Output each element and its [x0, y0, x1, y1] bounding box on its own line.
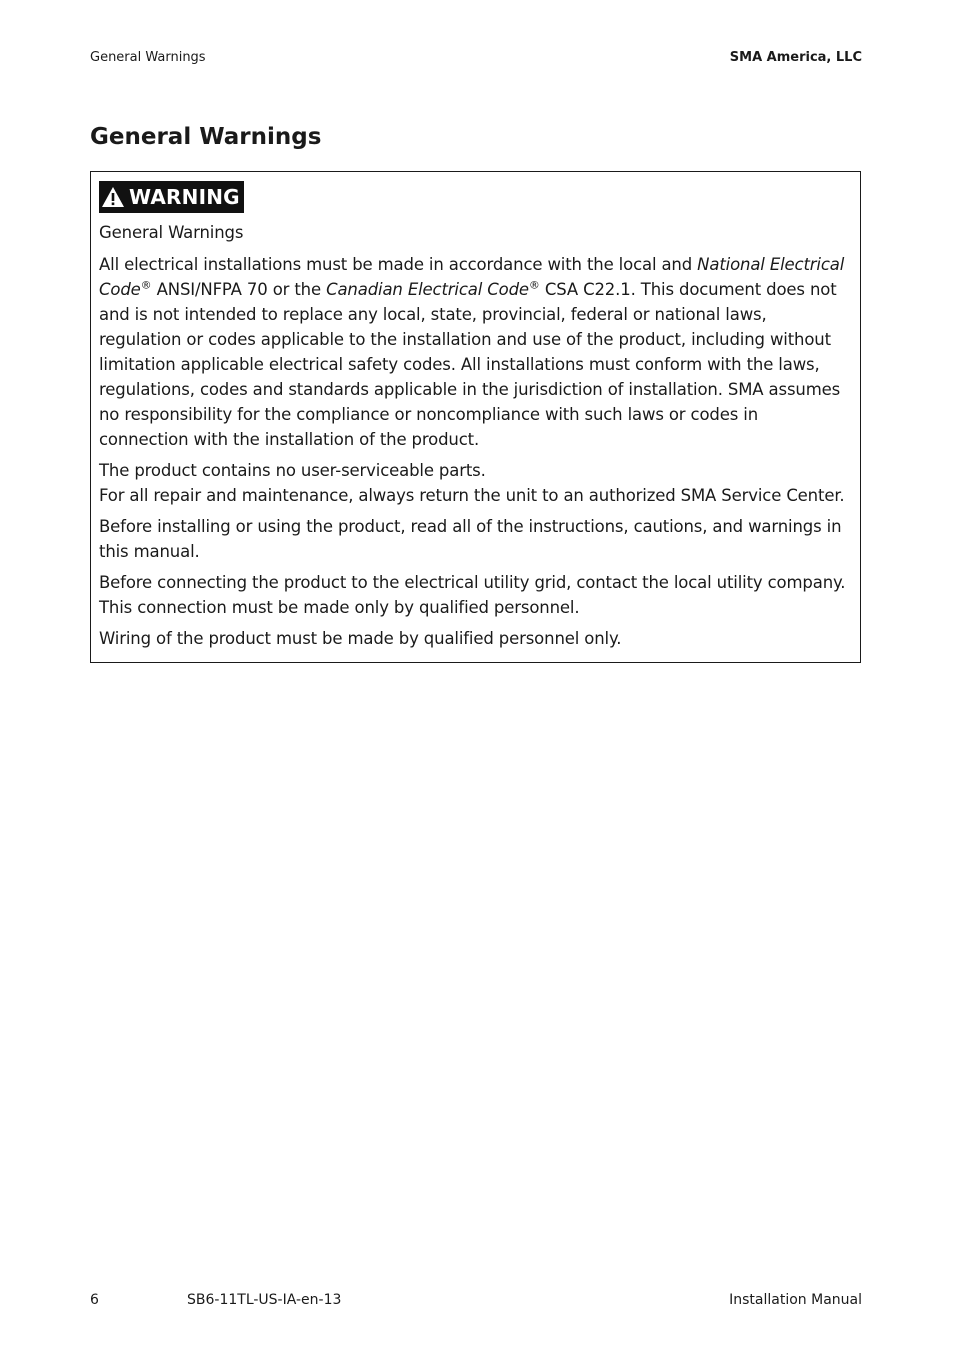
- p2-line2: For all repair and maintenance, always return the unit to an authorized SMA Service Center.: [99, 486, 845, 505]
- footer-page-number: 6: [90, 1292, 99, 1308]
- warning-badge-label: WARNING: [129, 185, 240, 209]
- paragraph-service: [99, 458, 852, 508]
- registered-mark: ®: [528, 278, 540, 292]
- paragraph-electrical-codes: [99, 252, 852, 452]
- registered-mark: ®: [140, 278, 152, 292]
- nec-name: National Electrical Code: [99, 255, 845, 299]
- warning-badge: [99, 181, 244, 213]
- warning-subtitle: General Warnings: [99, 223, 244, 242]
- paragraph-utility-grid: Before connecting the product to the electrical utility grid, contact the local utility company. This connection must be made only by qualified personnel.: [99, 573, 846, 617]
- paragraph-read-instructions: Before installing or using the product, read all of the instructions, cautions, and warnings in this manual.: [99, 517, 842, 561]
- warning-box: [90, 171, 861, 663]
- warning-body: [99, 220, 852, 651]
- p2-line1: The product contains no user-serviceable parts.: [99, 461, 486, 480]
- running-header-company: SMA America, LLC: [729, 50, 862, 65]
- paragraph-wiring: Wiring of the product must be made by qualified personnel only.: [99, 629, 622, 648]
- footer-doc-type: Installation Manual: [729, 1292, 862, 1308]
- p1-text-c: CSA C22.1. This document does not and is not intended to replace any local, state, provincial, federal or national laws, regulation or codes applicable to the installation and use of the product, including without limitation applicable electrical safety codes. All installations must conform with the laws, regulations, codes and standards applicable in the jurisdiction of installation. SMA assumes no responsibility for the compliance or noncompliance with such laws or codes in connection with the installation of the product.: [99, 280, 841, 449]
- warning-triangle-icon: [101, 186, 125, 208]
- running-header-section: General Warnings: [90, 50, 206, 65]
- cec-name: Canadian Electrical Code: [326, 280, 529, 299]
- p1-text-b: ANSI/NFPA 70 or the: [151, 280, 327, 299]
- footer-doc-code: SB6-11TL-US-IA-en-13: [187, 1292, 342, 1308]
- page-title: General Warnings: [90, 124, 322, 150]
- p1-text-a: All electrical installations must be made in accordance with the local and: [99, 255, 698, 274]
